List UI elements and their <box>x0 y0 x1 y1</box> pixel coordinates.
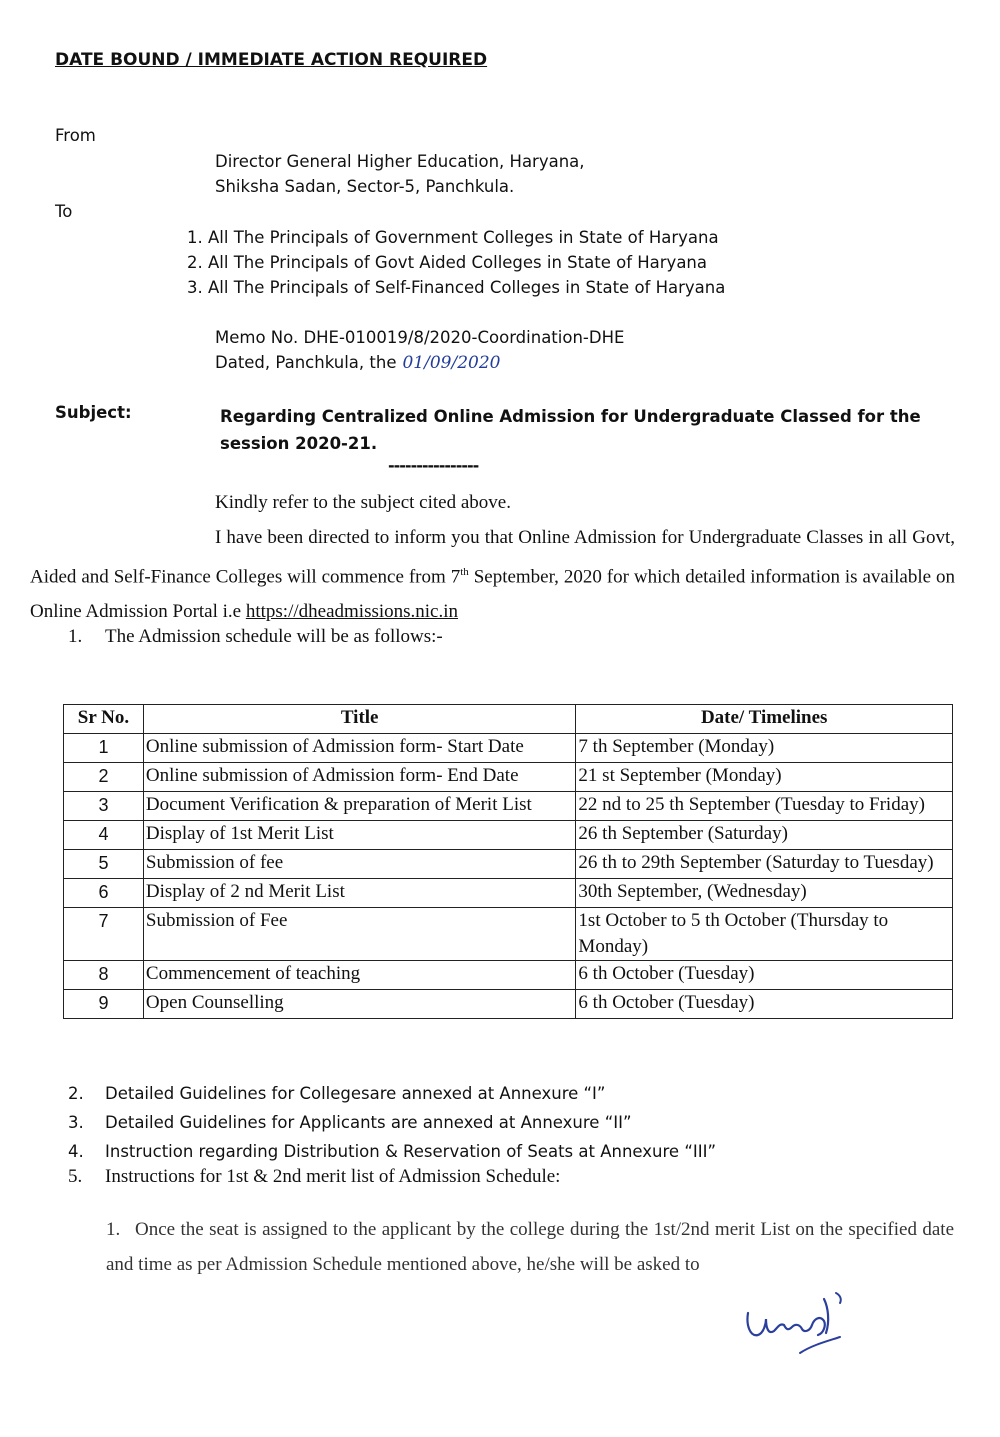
para2-sup: th <box>460 566 469 578</box>
list-item-2 <box>68 1084 605 1103</box>
to-item: 3. All The Principals of Self-Financed Colleges in State of Haryana <box>187 278 726 297</box>
table-row <box>64 879 953 908</box>
from-address-line-1: Director General Higher Education, Haryana, <box>215 152 585 171</box>
subject-label: Subject: <box>55 403 132 422</box>
column-header: Title <box>143 705 576 734</box>
list-number: 1. <box>106 1219 121 1240</box>
separator: ---------------- <box>388 456 479 475</box>
list-item-1 <box>68 626 443 648</box>
title-cell: Submission of Fee <box>143 908 576 961</box>
list-text: Once the seat is assigned to the applicant by the college during the 1st/2nd merit List on the specified date and time as per Admission Schedule mentioned above, he/she will be asked to <box>106 1219 954 1275</box>
table-row <box>64 821 953 850</box>
table-row <box>64 792 953 821</box>
sr-no-cell: 3 <box>64 792 144 821</box>
list-item-3 <box>68 1113 632 1132</box>
to-label: To <box>55 202 73 221</box>
sr-no-cell: 1 <box>64 734 144 763</box>
date-cell: 6 th October (Tuesday) <box>576 990 953 1019</box>
sr-no-cell: 4 <box>64 821 144 850</box>
title-cell: Commencement of teaching <box>143 961 576 990</box>
dated-prefix: Dated, Panchkula, the <box>215 353 397 372</box>
table-row <box>64 990 953 1019</box>
table-row <box>64 734 953 763</box>
to-item: 2. All The Principals of Govt Aided Colleges in State of Haryana <box>187 253 707 272</box>
portal-link[interactable]: https://dheadmissions.nic.in <box>245 601 459 623</box>
header-action-required: DATE BOUND / IMMEDIATE ACTION REQUIRED <box>55 50 488 70</box>
table-row <box>64 908 953 961</box>
list-text: The Admission schedule will be as follows:- <box>105 626 443 647</box>
list-item-5 <box>68 1166 560 1188</box>
list-text: Detailed Guidelines for Collegesare annexed at Annexure “I” <box>105 1084 606 1103</box>
title-cell: Open Counselling <box>143 990 576 1019</box>
paragraph-refer: Kindly refer to the subject cited above. <box>215 492 511 513</box>
list-number: 5. <box>68 1166 83 1187</box>
sub-list-item-1 <box>106 1212 954 1282</box>
table-row <box>64 763 953 792</box>
handwritten-signature <box>740 1285 860 1360</box>
para2-after: September, 2020 for which detailed information is available on Online Admission Portal i.e <box>30 566 955 623</box>
title-cell: Online submission of Admission form- End Date <box>143 763 576 792</box>
column-header: Sr No. <box>64 705 144 734</box>
date-cell: 1st October to 5 th October (Thursday to Monday) <box>576 908 953 961</box>
subject-text: Regarding Centralized Online Admission for Undergraduate Classed for the session 2020-21. <box>220 407 921 453</box>
title-cell: Display of 1st Merit List <box>143 821 576 850</box>
list-text: Instruction regarding Distribution & Reservation of Seats at Annexure “III” <box>105 1142 717 1161</box>
date-cell: 30th September, (Wednesday) <box>576 879 953 908</box>
list-text: Detailed Guidelines for Applicants are annexed at Annexure “II” <box>105 1113 632 1132</box>
sr-no-cell: 6 <box>64 879 144 908</box>
list-number: 2. <box>68 1084 84 1103</box>
date-cell: 7 th September (Monday) <box>576 734 953 763</box>
date-cell: 21 st September (Monday) <box>576 763 953 792</box>
date-cell: 22 nd to 25 th September (Tuesday to Friday) <box>576 792 953 821</box>
sr-no-cell: 2 <box>64 763 144 792</box>
paragraph-body <box>30 520 955 629</box>
dated-line <box>215 353 500 373</box>
date-cell: 26 th September (Saturday) <box>576 821 953 850</box>
column-header: Date/ Timelines <box>576 705 953 734</box>
from-address-line-2: Shiksha Sadan, Sector-5, Panchkula. <box>215 177 515 196</box>
to-item: 1. All The Principals of Government Colleges in State of Haryana <box>187 228 719 247</box>
date-cell: 6 th October (Tuesday) <box>576 961 953 990</box>
admission-schedule-table <box>63 704 953 1019</box>
table-header-row <box>64 705 953 734</box>
list-item-4 <box>68 1142 716 1161</box>
sr-no-cell: 5 <box>64 850 144 879</box>
handwritten-date: 01/09/2020 <box>402 353 501 373</box>
title-cell: Submission of fee <box>143 850 576 879</box>
table-row <box>64 850 953 879</box>
from-label: From <box>55 126 96 145</box>
date-cell: 26 th to 29th September (Saturday to Tuesday) <box>576 850 953 879</box>
title-cell: Document Verification & preparation of Merit List <box>143 792 576 821</box>
list-number: 4. <box>68 1142 84 1161</box>
sr-no-cell: 9 <box>64 990 144 1019</box>
title-cell: Display of 2 nd Merit List <box>143 879 576 908</box>
para2-before: I have been directed to inform you that Online Admission for Undergraduate Classes in all Govt, Aided and Self-Finance Colleges will commence from 7 <box>30 527 955 588</box>
list-number: 1. <box>68 626 83 647</box>
sr-no-cell: 8 <box>64 961 144 990</box>
memo-number: Memo No. DHE-010019/8/2020-Coordination-DHE <box>215 328 625 347</box>
title-cell: Online submission of Admission form- Start Date <box>143 734 576 763</box>
list-number: 3. <box>68 1113 84 1132</box>
list-text: Instructions for 1st & 2nd merit list of Admission Schedule: <box>105 1166 561 1187</box>
sr-no-cell: 7 <box>64 908 144 961</box>
table-row <box>64 961 953 990</box>
